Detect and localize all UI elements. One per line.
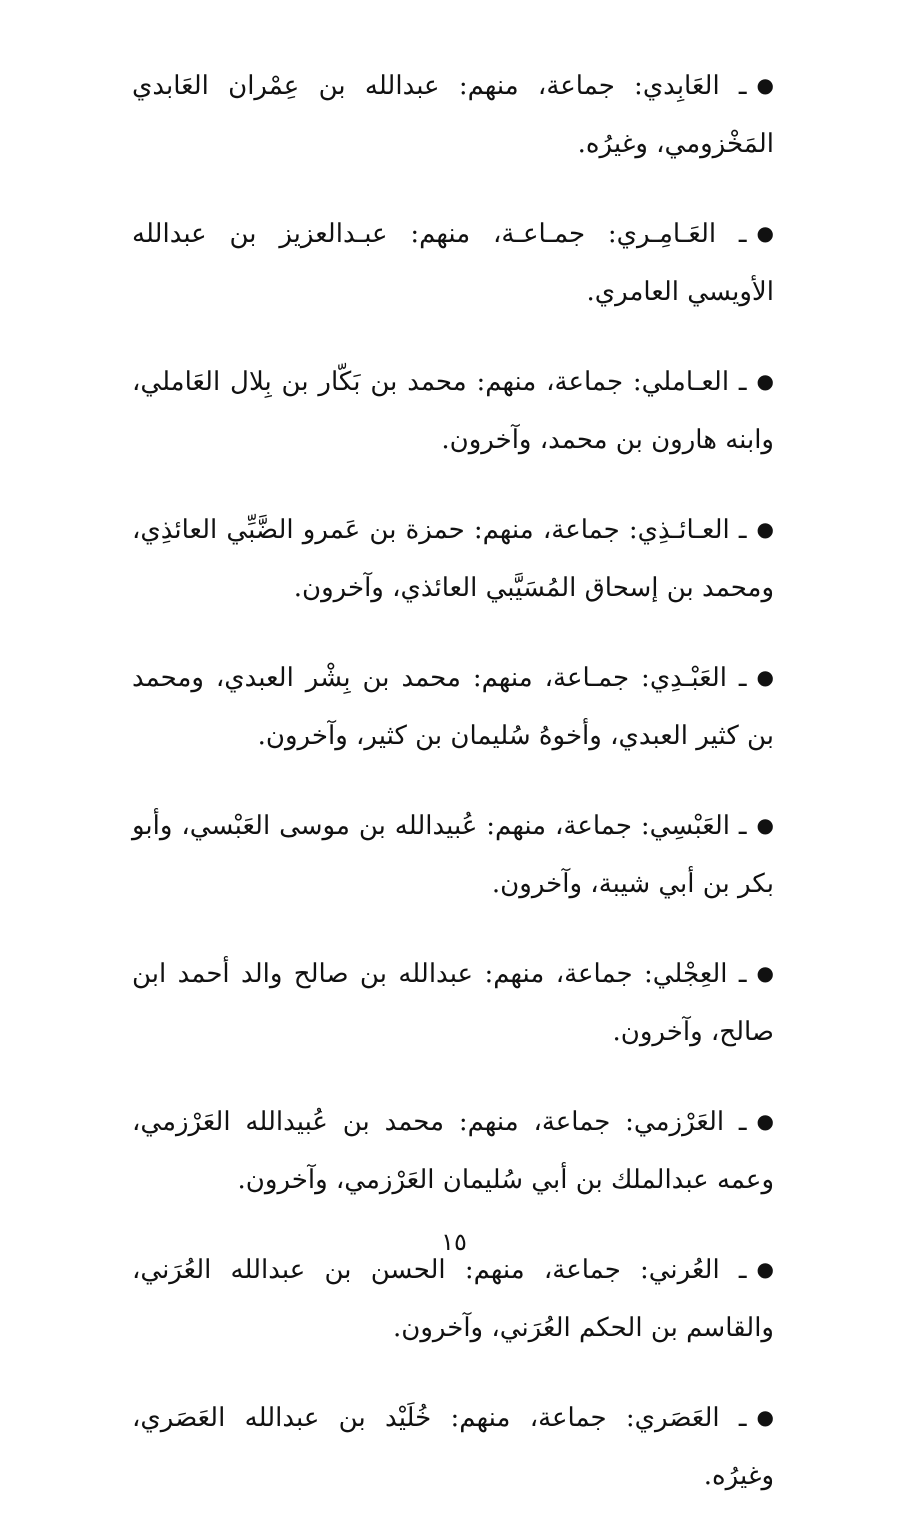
bullet-icon: ● <box>756 369 774 393</box>
entry-text: ـ العَابِدي: جماعة، منهم: عبدالله بن عِمْران العَابدي المَخْزومي، وغيرُه. <box>132 71 774 159</box>
bullet-icon: ● <box>756 1257 774 1281</box>
bullet-icon: ● <box>756 221 774 245</box>
entry-text: ـ العَبْسِي: جماعة، منهم: عُبيدالله بن موسى العَبْسي، وأبو بكر بن أبي شيبة، وآخرون. <box>132 811 774 899</box>
entry-item <box>132 500 774 617</box>
bullet-icon: ● <box>756 73 774 97</box>
entry-item <box>132 1240 774 1357</box>
entry-text: ـ العِجْلي: جماعة، منهم: عبدالله بن صالح والد أحمد ابن صالح، وآخرون. <box>132 959 774 1047</box>
entry-item <box>132 56 774 173</box>
page-number: ١٥ <box>441 1228 467 1256</box>
entry-item <box>132 648 774 765</box>
entry-text: ـ العَصَري: جماعة، منهم: خُلَيْد بن عبدالله العَصَري، وغيرُه. <box>132 1403 774 1491</box>
entry-list <box>132 56 774 1536</box>
entry-item <box>132 352 774 469</box>
bullet-icon: ● <box>756 1405 774 1429</box>
entry-item <box>132 944 774 1061</box>
bullet-icon: ● <box>756 813 774 837</box>
entry-item <box>132 1092 774 1209</box>
entry-text: ـ العَـامِـري: جمـاعـة، منهم: عبـدالعزيز بن عبدالله الأويسي العامري. <box>132 219 774 307</box>
bullet-icon: ● <box>756 665 774 689</box>
entry-text: ـ العُرني: جماعة، منهم: الحسن بن عبدالله العُرَني، والقاسم بن الحكم العُرَني، وآخرون. <box>132 1255 774 1343</box>
bullet-icon: ● <box>756 1109 774 1133</box>
bullet-icon: ● <box>756 961 774 985</box>
entry-item <box>132 204 774 321</box>
entry-text: ـ العَبْـدِي: جمـاعة، منهم: محمد بن بِشْر العبدي، ومحمد بن كثير العبدي، وأخوهُ سُليمان بن كثير، وآخرون. <box>132 663 774 751</box>
entry-item <box>132 796 774 913</box>
entry-text: ـ العـائـذِي: جماعة، منهم: حمزة بن عَمرو الضَّبِّي العائذِي، ومحمد بن إسحاق المُسَيَّبي العائذي، وآخرون. <box>132 515 774 603</box>
entry-item <box>132 1388 774 1505</box>
entry-text: ـ العـاملي: جماعة، منهم: محمد بن بَكّار بن بِلال العَاملي، وابنه هارون بن محمد، وآخرون. <box>132 367 774 455</box>
bullet-icon: ● <box>756 517 774 541</box>
entry-text: ـ العَرْزمي: جماعة، منهم: محمد بن عُبيدالله العَرْزمي، وعمه عبدالملك بن أبي سُليمان العَرْزمي، وآخرون. <box>132 1107 774 1195</box>
